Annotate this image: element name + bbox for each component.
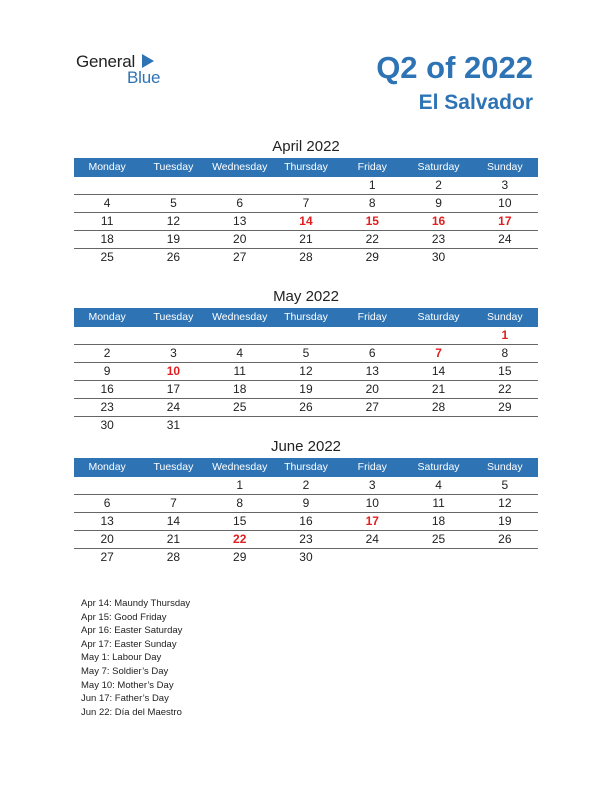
day-cell — [472, 249, 538, 266]
month-title: May 2022 — [273, 288, 339, 305]
day-cell: 23 — [100, 400, 114, 414]
day-cell: 5 — [170, 196, 177, 210]
holiday-day-cell: 10 — [166, 364, 181, 378]
day-cell: 26 — [166, 250, 181, 264]
day-cell — [273, 417, 339, 434]
day-cell: 13 — [100, 514, 114, 528]
holiday-day-cell: 1 — [501, 328, 509, 342]
weekday-label: Wednesday — [212, 161, 268, 173]
logo-flag-icon — [142, 54, 154, 68]
day-cell — [140, 477, 206, 494]
weekday-label: Saturday — [417, 311, 460, 323]
day-cell: 25 — [233, 400, 247, 414]
week-row — [74, 549, 538, 566]
day-cell — [140, 327, 206, 344]
weekday-label: Wednesday — [212, 461, 268, 473]
page-title: Q2 of 2022 — [376, 50, 533, 85]
day-cell: 13 — [365, 364, 379, 378]
day-cell: 6 — [236, 196, 244, 210]
day-cell: 11 — [432, 496, 445, 510]
day-cell: 27 — [233, 250, 247, 264]
day-cell: 6 — [103, 496, 111, 510]
day-cell: 18 — [233, 382, 247, 396]
holiday-day-cell: 17 — [365, 514, 379, 528]
holiday-item: May 10: Mother’s Day — [81, 679, 174, 691]
weekday-label: Friday — [357, 161, 387, 173]
day-cell: 30 — [431, 250, 446, 264]
day-cell: 25 — [431, 532, 446, 546]
weekday-label: Monday — [88, 161, 126, 173]
day-cell: 11 — [233, 364, 246, 378]
holiday-day-cell: 17 — [498, 214, 512, 228]
day-cell: 20 — [233, 232, 247, 246]
day-cell: 30 — [299, 550, 313, 564]
weekday-label: Tuesday — [153, 461, 194, 473]
day-cell: 29 — [233, 550, 247, 564]
day-cell — [207, 177, 273, 194]
day-cell: 7 — [170, 496, 177, 510]
weekday-label: Friday — [357, 461, 387, 473]
day-cell: 17 — [166, 382, 181, 396]
day-cell — [405, 327, 471, 344]
day-cell — [74, 477, 140, 494]
day-cell: 8 — [501, 346, 509, 360]
holiday-item: May 7: Soldier’s Day — [81, 665, 169, 677]
week-row — [74, 399, 538, 417]
day-cell: 1 — [368, 178, 376, 192]
day-cell: 11 — [100, 214, 114, 228]
day-cell — [405, 549, 471, 566]
day-cell — [207, 417, 273, 434]
weekday-label: Sunday — [487, 461, 523, 473]
day-cell: 28 — [431, 400, 446, 414]
day-cell: 27 — [100, 550, 114, 564]
weekday-label: Tuesday — [153, 161, 194, 173]
day-cell: 24 — [166, 400, 181, 414]
day-cell: 4 — [435, 478, 442, 492]
holiday-item: Jun 22: Día del Maestro — [81, 706, 182, 718]
day-cell — [472, 417, 538, 434]
weekday-label: Sunday — [487, 161, 523, 173]
day-cell: 9 — [103, 364, 111, 378]
holiday-day-cell: 16 — [431, 214, 446, 228]
day-cell — [140, 177, 206, 194]
weekday-header — [74, 308, 538, 327]
day-cell: 4 — [103, 196, 111, 210]
day-cell: 13 — [233, 214, 247, 228]
week-row — [74, 345, 538, 363]
month-title: June 2022 — [270, 438, 342, 455]
day-cell: 4 — [236, 346, 244, 360]
day-cell: 27 — [365, 400, 379, 414]
day-cell: 3 — [501, 178, 509, 192]
week-row — [74, 531, 538, 549]
day-cell: 8 — [368, 196, 376, 210]
holiday-day-cell: 7 — [435, 346, 442, 360]
day-cell: 2 — [103, 346, 111, 360]
logo-text-general: General — [76, 52, 136, 71]
week-row — [74, 513, 538, 531]
weekday-label: Wednesday — [212, 311, 268, 323]
day-cell: 8 — [236, 496, 244, 510]
weekday-header — [74, 458, 538, 477]
day-cell: 3 — [170, 346, 177, 360]
holiday-item: Apr 15: Good Friday — [81, 611, 167, 623]
day-cell: 23 — [299, 532, 313, 546]
weekday-label: Monday — [88, 461, 126, 473]
week-row — [74, 213, 538, 231]
day-cell: 16 — [100, 382, 114, 396]
month-calendar — [74, 136, 538, 266]
day-cell: 29 — [365, 250, 379, 264]
day-cell: 14 — [166, 514, 181, 528]
day-cell — [207, 327, 273, 344]
weekday-label: Friday — [357, 311, 387, 323]
day-cell: 20 — [365, 382, 379, 396]
month-calendar — [74, 436, 538, 566]
week-row — [74, 381, 538, 399]
holiday-item: Apr 14: Maundy Thursday — [81, 598, 191, 609]
weekday-label: Thursday — [284, 311, 328, 323]
day-cell: 24 — [365, 532, 379, 546]
weekday-label: Thursday — [284, 161, 328, 173]
week-row — [74, 249, 538, 266]
day-cell: 9 — [302, 496, 310, 510]
holiday-day-cell: 15 — [365, 214, 379, 228]
holiday-list — [81, 597, 190, 719]
day-cell: 15 — [233, 514, 247, 528]
week-row — [74, 495, 538, 513]
month-title: April 2022 — [272, 138, 340, 155]
day-cell: 25 — [100, 250, 114, 264]
day-cell: 19 — [498, 514, 512, 528]
day-cell: 10 — [498, 196, 512, 210]
logo — [76, 52, 186, 92]
day-cell: 26 — [498, 532, 512, 546]
day-cell: 30 — [100, 418, 114, 432]
day-cell: 12 — [299, 364, 313, 378]
day-cell — [472, 549, 538, 566]
day-cell: 15 — [498, 364, 512, 378]
week-row — [74, 363, 538, 381]
week-row — [74, 417, 538, 434]
day-cell: 16 — [299, 514, 313, 528]
week-row — [74, 177, 538, 195]
day-cell: 18 — [100, 232, 114, 246]
country-title: El Salvador — [418, 91, 533, 114]
day-cell — [74, 177, 140, 194]
holiday-item: May 1: Labour Day — [81, 652, 162, 664]
day-cell: 24 — [498, 232, 512, 246]
day-cell: 6 — [368, 346, 376, 360]
day-cell: 26 — [299, 400, 313, 414]
week-row — [74, 327, 538, 345]
holiday-item: Jun 17: Father’s Day — [81, 693, 169, 705]
day-cell: 3 — [368, 478, 376, 492]
holiday-item: Apr 17: Easter Sunday — [81, 638, 177, 650]
day-cell: 21 — [166, 532, 181, 546]
day-cell: 28 — [166, 550, 181, 564]
day-cell: 2 — [302, 478, 310, 492]
day-cell: 19 — [299, 382, 313, 396]
day-cell: 10 — [365, 496, 379, 510]
day-cell: 23 — [431, 232, 446, 246]
weekday-header — [74, 158, 538, 177]
weekday-label: Monday — [88, 311, 126, 323]
day-cell: 21 — [299, 232, 313, 246]
week-row — [74, 477, 538, 495]
day-cell: 14 — [431, 364, 446, 378]
day-cell — [339, 549, 405, 566]
day-cell: 7 — [302, 196, 310, 210]
day-cell — [339, 417, 405, 434]
logo-text-blue: Blue — [127, 68, 161, 87]
weekday-label: Saturday — [417, 461, 460, 473]
weekday-label: Thursday — [284, 461, 328, 473]
day-cell: 5 — [501, 478, 509, 492]
day-cell: 18 — [431, 514, 446, 528]
day-cell: 5 — [302, 346, 310, 360]
day-cell: 28 — [299, 250, 313, 264]
day-cell: 31 — [166, 418, 181, 432]
day-cell: 2 — [435, 178, 442, 192]
day-cell — [339, 327, 405, 344]
weekday-label: Saturday — [417, 161, 460, 173]
day-cell: 12 — [166, 214, 181, 228]
day-cell: 19 — [166, 232, 181, 246]
day-cell: 22 — [498, 382, 512, 396]
day-cell: 29 — [498, 400, 512, 414]
week-row — [74, 195, 538, 213]
day-cell — [273, 177, 339, 194]
month-calendar — [74, 286, 538, 434]
week-row — [74, 231, 538, 249]
weekday-label: Sunday — [487, 311, 523, 323]
day-cell: 22 — [365, 232, 379, 246]
weekday-label: Tuesday — [153, 311, 194, 323]
holiday-item: Apr 16: Easter Saturday — [81, 625, 183, 637]
day-cell — [74, 327, 140, 344]
day-cell — [273, 327, 339, 344]
day-cell — [405, 417, 471, 434]
day-cell: 1 — [236, 478, 244, 492]
day-cell: 20 — [100, 532, 114, 546]
holiday-day-cell: 14 — [299, 214, 313, 228]
day-cell: 9 — [435, 196, 442, 210]
day-cell: 21 — [431, 382, 446, 396]
holiday-day-cell: 22 — [233, 532, 247, 546]
day-cell: 12 — [498, 496, 512, 510]
